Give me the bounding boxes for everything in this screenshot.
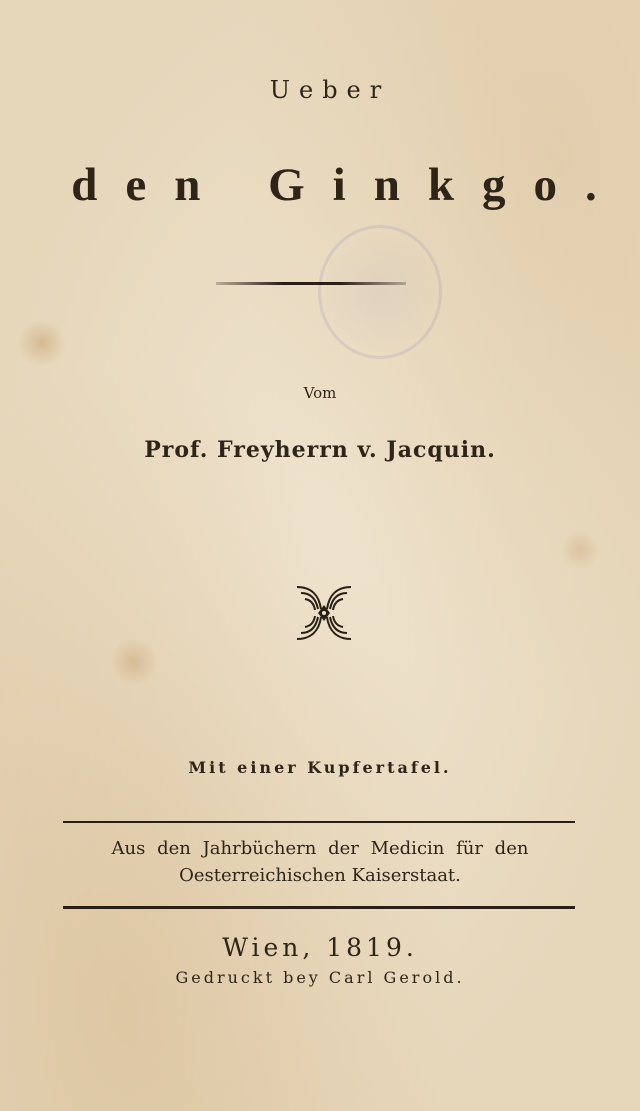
- source-line-1: Aus den Jahrbüchern der Medicin für den: [111, 838, 529, 859]
- plate-note: Mit einer Kupfertafel.: [188, 758, 452, 777]
- rule-upper: [63, 821, 575, 823]
- place-year: Wien, 1819.: [222, 933, 418, 962]
- pretitle: Ueber: [269, 76, 391, 104]
- printer-ornament: [293, 583, 355, 643]
- paper-stain: [112, 636, 156, 688]
- by-line: Vom: [303, 384, 337, 402]
- paper-stain: [18, 318, 66, 368]
- printer-line: Gedruckt bey Carl Gerold.: [175, 968, 465, 987]
- author: Prof. Freyherrn v. Jacquin.: [144, 437, 496, 463]
- title-rule: [216, 282, 406, 285]
- main-title: den Ginkgo.: [71, 159, 625, 211]
- source-line-2: Oesterreichischen Kaiserstaat.: [179, 865, 461, 886]
- rule-lower: [63, 906, 575, 909]
- paper-stain: [560, 530, 600, 570]
- library-stamp: [318, 225, 442, 359]
